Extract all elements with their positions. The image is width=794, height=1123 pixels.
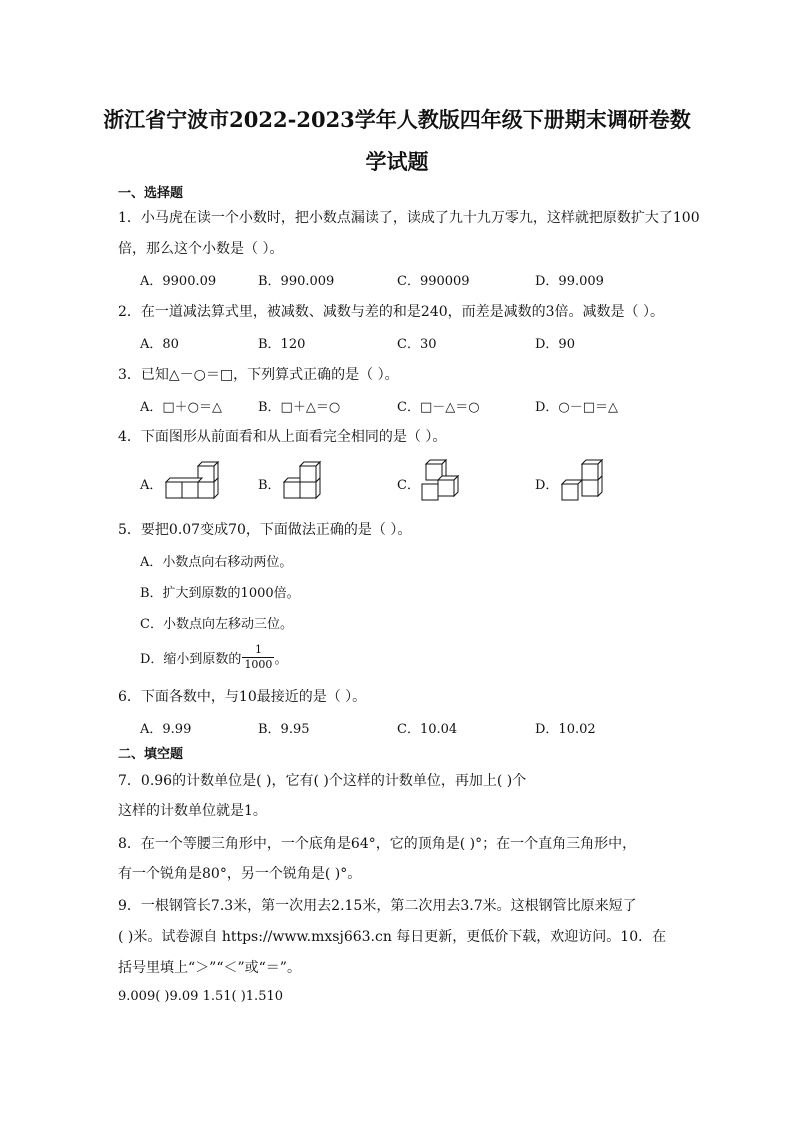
q4-text-line1: 4．下面图形从前面看和从上面看完全相同的是（ ）。 — [118, 429, 447, 445]
q4-figure-c-cubes-icon — [418, 458, 468, 502]
q5-option-b: B．扩大到原数的1000倍。 — [140, 586, 300, 601]
q2-option-d: D．90 — [535, 337, 575, 352]
q5-option-a: A．小数点向右移动两位。 — [140, 555, 293, 570]
q5-fraction — [242, 643, 274, 672]
q4-option-b: B． — [258, 478, 281, 493]
q4-figure-a-cubes-icon — [162, 458, 222, 502]
q1-text-line1: 1．小马虎在读一个小数时，把小数点漏读了，读成了九十九万零九，这样就把原数扩大了100 — [118, 210, 700, 226]
q1-option-b: B．990.009 — [258, 274, 335, 289]
q6-option-b: B．9.95 — [258, 722, 310, 737]
q5-text-line1: 5．要把0.07变成70，下面做法正确的是（ ）。 — [118, 522, 412, 538]
q8-text-line2: 有一个锐角是80°，另一个锐角是( )°。 — [118, 866, 362, 882]
q6-option-c: C．10.04 — [397, 722, 458, 737]
q5-option-d-text: D．缩小到原数的 — [140, 652, 242, 667]
q1-option-c: C．990009 — [397, 274, 470, 289]
q3-option-c: C．□－△＝○ — [397, 400, 480, 415]
q8-text-line1: 8．在一个等腰三角形中，一个底角是64°，它的顶角是( )°；在一个直角三角形中， — [118, 836, 637, 852]
q5-option-d-tail: 。 — [274, 652, 288, 667]
q2-option-c: C．30 — [397, 337, 437, 352]
q6-option-d: D．10.02 — [535, 722, 596, 737]
exam-title-line2: 学试题 — [365, 149, 429, 174]
q5-fraction-denominator: 1000 — [244, 658, 273, 671]
q6-option-a: A．9.99 — [140, 722, 192, 737]
q3-option-b: B．□＋△＝○ — [258, 400, 341, 415]
q3-text-line1: 3．已知△－○＝□，下列算式正确的是（ ）。 — [118, 367, 399, 383]
q2-option-a: A．80 — [140, 337, 179, 352]
q1-text-line2: 倍，那么这个小数是（ ）。 — [118, 241, 284, 257]
q1-option-a: A．9900.09 — [140, 274, 217, 289]
q2-text-line1: 2．在一道减法算式里，被减数、减数与差的和是240，而差是减数的3倍。减数是（ ）。 — [118, 304, 664, 320]
q5-option-c: C．小数点向左移动三位。 — [140, 617, 293, 632]
q4-figure-d-cubes-icon — [558, 458, 608, 502]
q3-option-a: A．□＋○＝△ — [140, 400, 223, 415]
q4-figure-b-cubes-icon — [280, 458, 330, 502]
q9-text-line1: 9．一根钢管长7.3米，第一次用去2.15米，第二次用去3.7米。这根钢管比原来短了 — [118, 898, 637, 914]
q9-text-line2: ( )米。试卷源自 https://www.mxsj663.cn 每日更新，更低价下载，欢迎访问。10．在 — [118, 929, 667, 945]
q7-text-line2: 这样的计数单位就是1。 — [118, 803, 267, 819]
q10-text-line1: 9.009( )9.09 1.51( )1.510 — [118, 989, 284, 1004]
q5-option-d — [140, 643, 287, 672]
q3-option-d: D．○－□＝△ — [535, 400, 619, 415]
q2-option-b: B．120 — [258, 337, 306, 352]
q4-option-c: C． — [397, 478, 420, 493]
section-heading-choice: 一、选择题 — [118, 186, 184, 201]
section-heading-fill: 二、填空题 — [118, 747, 184, 762]
q5-fraction-numerator: 1 — [242, 643, 274, 658]
q6-text-line1: 6．下面各数中，与10最接近的是（ ）。 — [118, 689, 367, 705]
q9-text-line3: 括号里填上“＞”“＜”或“＝”。 — [118, 960, 301, 976]
q4-option-d: D． — [535, 478, 559, 493]
q1-option-d: D．99.009 — [535, 274, 604, 289]
q4-option-a: A． — [140, 478, 163, 493]
exam-title-line1: 浙江省宁波市2022-2023学年人教版四年级下册期末调研卷数 — [103, 107, 691, 132]
q7-text-line1: 7．0.96的计数单位是( )，它有( )个这样的计数单位，再加上( )个 — [118, 773, 527, 789]
